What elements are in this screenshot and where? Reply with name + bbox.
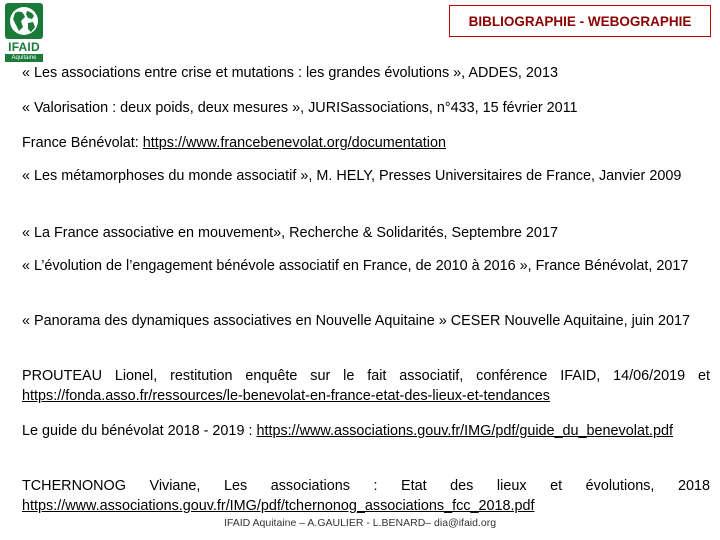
reference-item bbox=[22, 223, 558, 243]
reference-text: « La France associative en mouvement», Recherche & Solidarités, Septembre 2017 bbox=[22, 225, 558, 241]
ifaid-logo bbox=[3, 3, 45, 63]
reference-text: « Valorisation : deux poids, deux mesures », JURISassociations, n°433, 15 février 2011 bbox=[22, 100, 578, 116]
reference-item bbox=[22, 421, 673, 441]
reference-text: « Les associations entre crise et mutations : les grandes évolutions », ADDES, 2013 bbox=[22, 65, 558, 81]
reference-item bbox=[22, 63, 558, 83]
reference-link[interactable]: https://www.associations.gouv.fr/IMG/pdf/tchernonog_associations_fcc_2018.pdf bbox=[22, 498, 535, 514]
reference-text: « L’évolution de l’engagement bénévole associatif en France, de 2010 à 2016 », France Bénévolat, 2017 bbox=[22, 258, 689, 274]
logo-subtitle: Aquitaine bbox=[5, 54, 43, 62]
reference-link[interactable]: https://www.francebenevolat.org/documentation bbox=[142, 135, 446, 151]
reference-item bbox=[22, 98, 578, 118]
logo-name: IFAID bbox=[8, 40, 40, 54]
reference-item bbox=[22, 311, 690, 331]
reference-link[interactable]: https://www.associations.gouv.fr/IMG/pdf/guide_du_benevolat.pdf bbox=[256, 423, 673, 439]
footer-credits: IFAID Aquitaine – A.GAULIER - L.BENARD– dia@ifaid.org bbox=[223, 517, 497, 529]
reference-text: Le guide du bénévolat 2018 - 2019 : bbox=[22, 423, 257, 439]
reference-text: « Panorama des dynamiques associatives en Nouvelle Aquitaine » CESER Nouvelle Aquitaine, juin 2017 bbox=[22, 313, 690, 329]
reference-text: TCHERNONOG Viviane, Les associations : Etat des lieux et évolutions, 2018 bbox=[22, 478, 710, 494]
page-title: BIBLIOGRAPHIE - WEBOGRAPHIE bbox=[449, 5, 711, 37]
reference-item bbox=[22, 133, 446, 153]
reference-item bbox=[22, 476, 710, 516]
reference-item bbox=[22, 256, 688, 276]
reference-item bbox=[22, 366, 710, 406]
reference-link[interactable]: https://fonda.asso.fr/ressources/le-benevolat-en-france-etat-des-lieux-et-tendances bbox=[22, 388, 550, 404]
reference-item bbox=[22, 166, 681, 186]
reference-text: France Bénévolat: bbox=[22, 135, 143, 151]
reference-text: « Les métamorphoses du monde associatif », M. HELY, Presses Universitaires de France, Janvier 2009 bbox=[22, 168, 682, 184]
globe-icon bbox=[3, 3, 45, 39]
reference-text: PROUTEAU Lionel, restitution enquête sur le fait associatif, conférence IFAID, 14/06/2019 et bbox=[22, 368, 710, 384]
